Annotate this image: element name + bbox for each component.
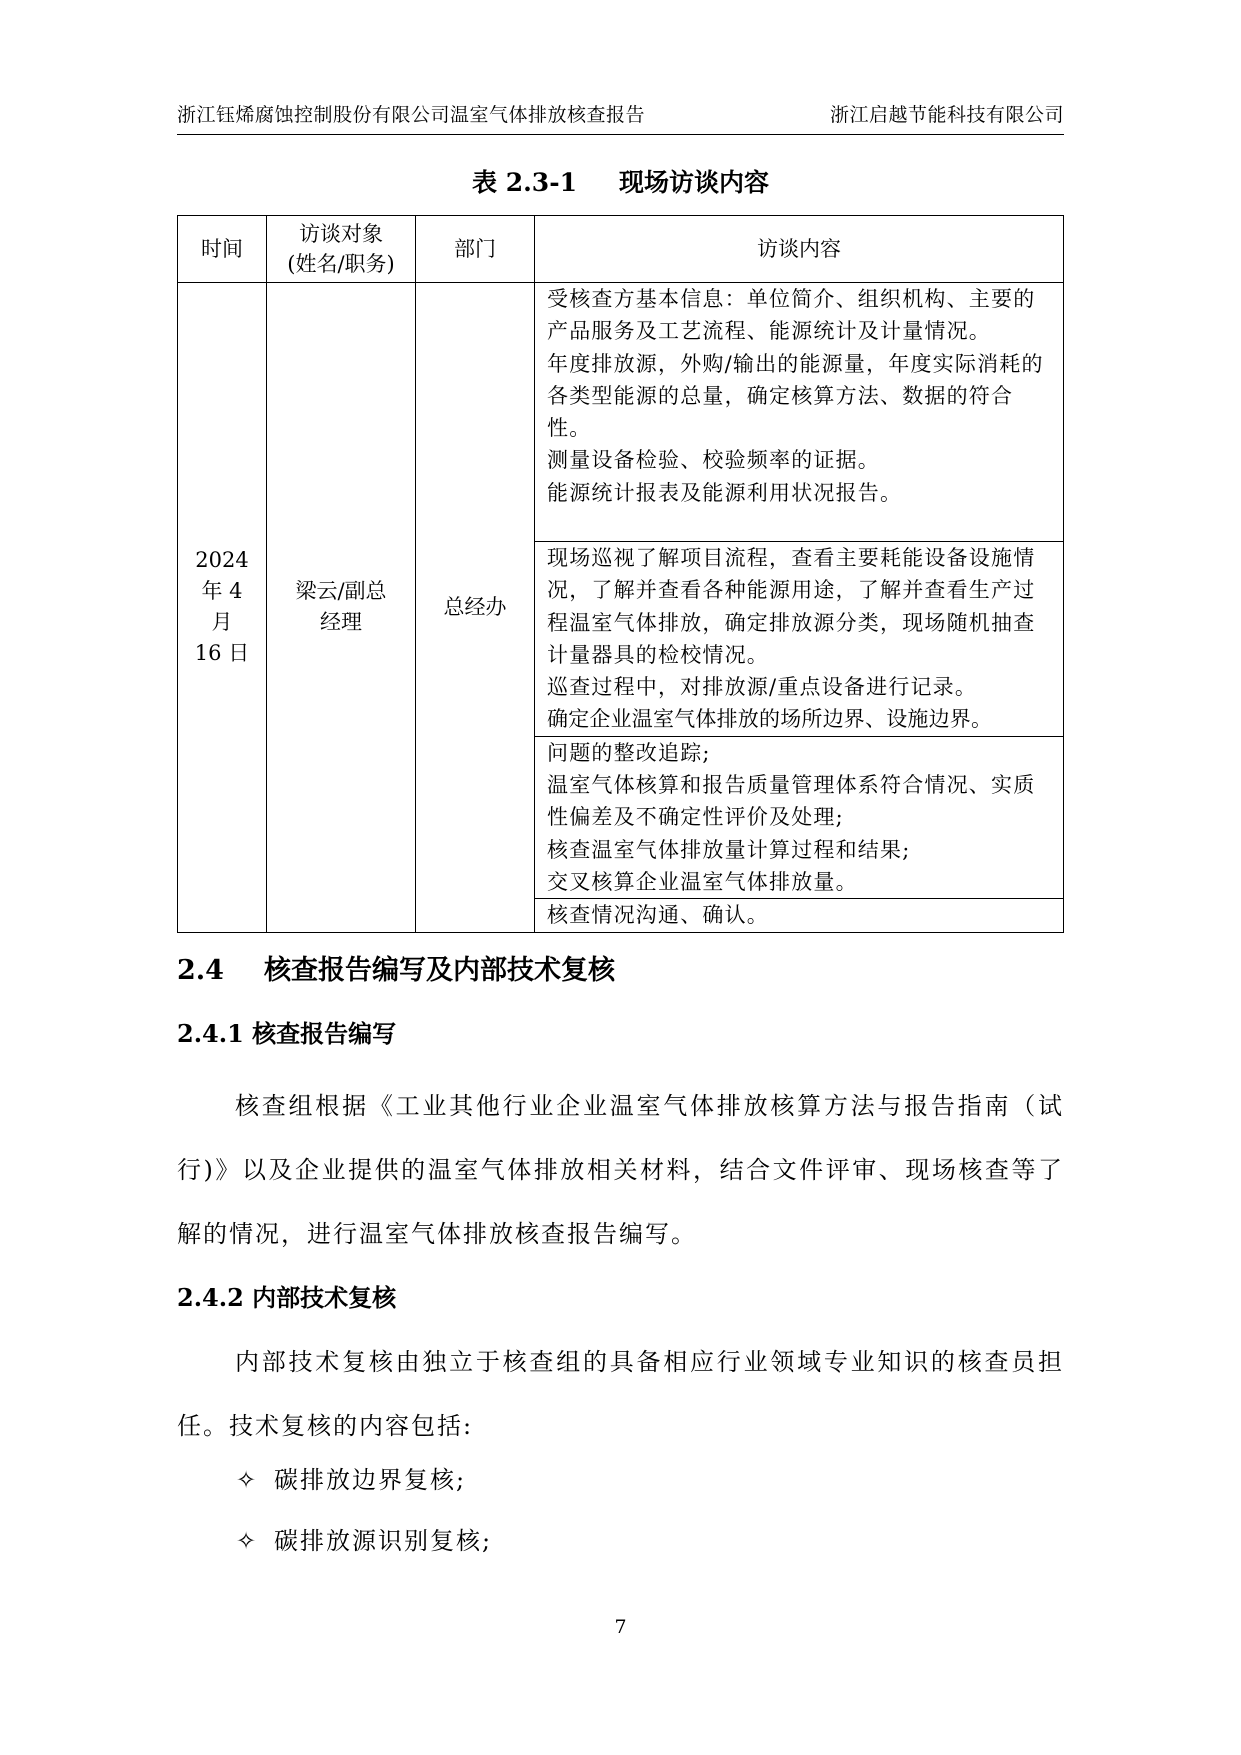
table-caption-title: 现场访谈内容 [618,168,769,197]
bullet-star-icon: ✧ [236,1527,259,1555]
content-cell-2 [535,542,1064,737]
content-line: 问题的整改追踪; [547,740,711,765]
header-right: 浙江启越节能科技有限公司 [829,104,1064,126]
time-text: 2024 年 4 月 16 日 [194,548,250,666]
content-line: 交叉核算企业温室气体排放量。 [547,869,858,894]
content-line: 巡查过程中，对排放源/重点设备进行记录。 [547,675,978,700]
bullet-item [236,1521,492,1556]
table-caption [0,163,1241,199]
subsection-heading-2-4-2: 2.4.2 内部技术复核 [177,1283,397,1312]
header-person-line2: (姓名/职务) [287,252,395,276]
bullet-star-icon: ✧ [236,1466,259,1494]
paragraph-text: 核查组根据《工业其他行业企业温室气体排放核算方法与报告指南（试行)》以及企业提供的温室气体排放相关材料，结合文件评审、现场核查等了解的情况，进行温室气体排放核查报告编写。 [177,1092,1064,1248]
content-line: 现场巡视了解项目流程，查看主要耗能设备设施情况，了解并查看各种能源用途，了解并查看生产过程温室气体排放，确定排放源分类，现场随机抽查计量器具的检校情况。 [547,546,1036,667]
content-line: 温室气体核算和报告质量管理体系符合情况、实质性偏差及不确定性评价及处理; [547,773,1036,830]
section-heading-2-4 [177,948,615,987]
person-text: 梁云/副总 经理 [295,579,387,635]
content-line: 核查温室气体排放量计算过程和结果; [547,837,911,862]
content-cell-4 [535,899,1064,932]
bullet-text: 碳排放源识别复核; [274,1527,493,1555]
interview-table [177,215,1064,933]
cell-department: 总经办 [416,283,535,933]
header-cell-department: 部门 [416,216,535,283]
content-line: 年度排放源，外购/输出的能源量，年度实际消耗的各类型能源的总量，确定核算方法、数据的符合性。 [547,351,1044,441]
content-cell-1 [535,283,1064,542]
header-person-line1: 访谈对象 [299,222,383,246]
content-line: 核查情况沟通、确认。 [547,903,769,928]
content-cell-3 [535,736,1064,898]
header-cell-content: 访谈内容 [535,216,1064,283]
table-header-row [178,216,1064,283]
section-title: 核查报告编写及内部技术复核 [263,955,615,986]
cell-person [267,283,416,933]
cell-time [178,283,267,933]
table-row [178,283,1064,542]
content-line: 能源统计报表及能源利用状况报告。 [547,480,903,505]
paragraph-text: 内部技术复核由独立于核查组的具备相应行业领域专业知识的核查员担任。技术复核的内容包括: [177,1348,1064,1440]
content-line: 确定企业温室气体排放的场所边界、设施边界。 [547,707,993,732]
subsection-heading-2-4-1: 2.4.1 核查报告编写 [177,1019,397,1048]
section-number: 2.4 [177,955,224,986]
header-left: 浙江钰烯腐蚀控制股份有限公司温室气体排放核查报告 [177,104,646,126]
page-number: 7 [614,1616,627,1638]
table-caption-number: 表 2.3-1 [472,168,577,197]
bullet-item [236,1460,466,1495]
content-line: 测量设备检验、校验频率的证据。 [547,448,880,473]
paragraph-2-4-2 [177,1330,1064,1458]
header-cell-time: 时间 [178,216,267,283]
paragraph-2-4-1 [177,1074,1064,1266]
bullet-text: 碳排放边界复核; [274,1466,467,1494]
header-cell-person [267,216,416,283]
content-line: 受核查方基本信息：单位简介、组织机构、主要的产品服务及工艺流程、能源统计及计量情况。 [547,287,1036,344]
header-rule [177,134,1064,135]
